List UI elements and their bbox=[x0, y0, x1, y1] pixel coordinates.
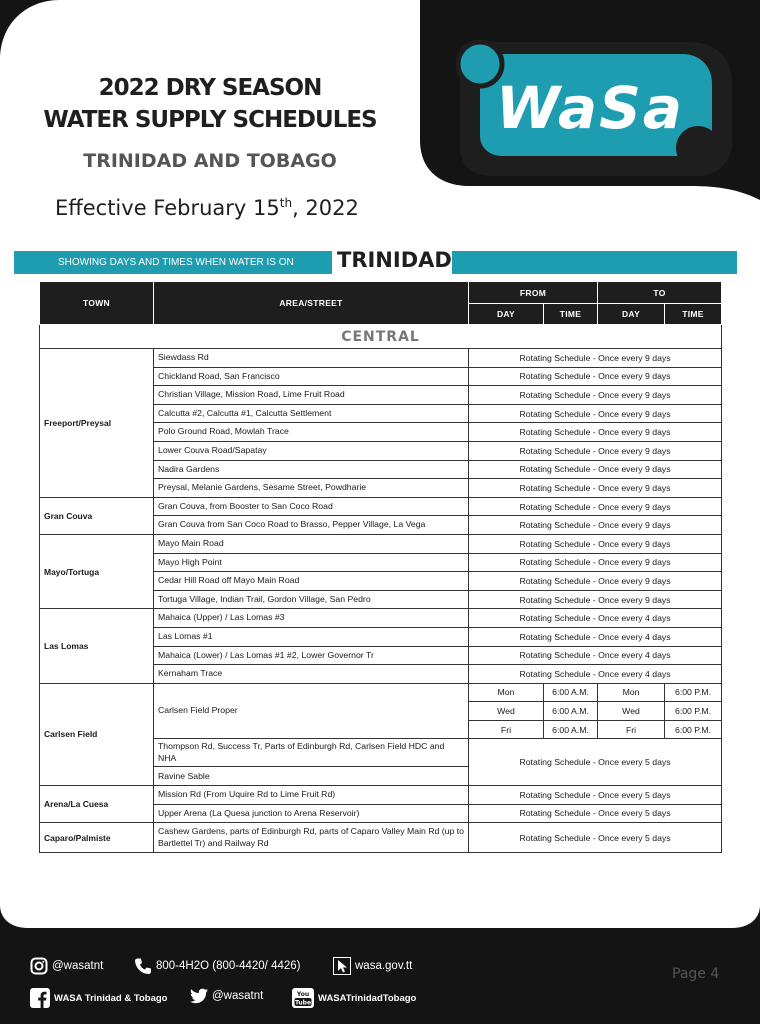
town-cell: Caparo/Palmiste bbox=[40, 823, 154, 853]
schedule-cell: Rotating Schedule - Once every 9 days bbox=[469, 441, 722, 460]
youtube-icon bbox=[292, 988, 314, 1008]
footer-phone[interactable] bbox=[134, 957, 301, 975]
cursor-icon bbox=[333, 957, 351, 975]
schedule-cell: Rotating Schedule - Once every 9 days bbox=[469, 404, 722, 423]
footer-twitter[interactable] bbox=[190, 988, 263, 1004]
schedule-cell: Rotating Schedule - Once every 9 days bbox=[469, 386, 722, 405]
area-cell: Mayo High Point bbox=[154, 553, 469, 572]
area-cell: Lower Couva Road/Sapatay bbox=[154, 441, 469, 460]
section-region-title: TRINIDAD bbox=[337, 248, 452, 272]
area-cell: Christian Village, Mission Road, Lime Fruit Road bbox=[154, 386, 469, 405]
area-cell: Upper Arena (La Quesa junction to Arena Reservoir) bbox=[154, 804, 469, 823]
schedule-cell: Rotating Schedule - Once every 9 days bbox=[469, 479, 722, 498]
schedule-cell: Rotating Schedule - Once every 4 days bbox=[469, 646, 722, 665]
schedule-cell: Rotating Schedule - Once every 5 days bbox=[469, 823, 722, 853]
town-cell: Arena/La Cuesa bbox=[40, 786, 154, 823]
header-town: TOWN bbox=[40, 282, 154, 325]
to-day-cell: Wed bbox=[598, 702, 665, 721]
area-cell: Thompson Rd, Success Tr, Parts of Edinburgh Rd, Carlsen Field HDC and NHA bbox=[154, 739, 469, 767]
town-cell: Freeport/Preysal bbox=[40, 349, 154, 498]
title-line-2: WATER SUPPLY SCHEDULES bbox=[43, 107, 377, 133]
footer bbox=[0, 928, 760, 1024]
footer-facebook[interactable] bbox=[30, 988, 167, 1008]
subtitle: TRINIDAD AND TOBAGO bbox=[83, 150, 337, 172]
section-bar bbox=[14, 250, 737, 274]
town-cell: Gran Couva bbox=[40, 497, 154, 534]
effective-date bbox=[55, 196, 359, 220]
from-day-cell: Mon bbox=[469, 683, 544, 702]
footer-phone-text: 800-4H2O (800-4420/ 4426) bbox=[156, 960, 301, 972]
instagram-icon bbox=[30, 957, 48, 975]
schedule-cell: Rotating Schedule - Once every 4 days bbox=[469, 609, 722, 628]
from-day-cell: Wed bbox=[469, 702, 544, 721]
schedule-table bbox=[39, 281, 722, 853]
section-bar-accent bbox=[452, 251, 737, 274]
to-day-cell: Fri bbox=[598, 720, 665, 739]
schedule-cell: Rotating Schedule - Once every 9 days bbox=[469, 367, 722, 386]
effective-suffix: , 2022 bbox=[292, 196, 359, 220]
area-cell: Kernaham Trace bbox=[154, 665, 469, 684]
page-number: Page 4 bbox=[672, 966, 720, 982]
area-cell: Mahaica (Upper) / Las Lomas #3 bbox=[154, 609, 469, 628]
footer-youtube[interactable] bbox=[292, 988, 416, 1008]
schedule-cell: Rotating Schedule - Once every 4 days bbox=[469, 627, 722, 646]
header-to-time: TIME bbox=[665, 304, 722, 325]
footer-website-text: wasa.gov.tt bbox=[355, 960, 413, 972]
from-time-cell: 6:00 A.M. bbox=[544, 683, 598, 702]
area-cell: Cedar Hill Road off Mayo Main Road bbox=[154, 572, 469, 591]
schedule-cell: Rotating Schedule - Once every 9 days bbox=[469, 423, 722, 442]
to-day-cell: Mon bbox=[598, 683, 665, 702]
schedule-cell: Rotating Schedule - Once every 9 days bbox=[469, 553, 722, 572]
footer-youtube-text: WASATrinidadTobago bbox=[318, 992, 417, 1004]
schedule-cell: Rotating Schedule - Once every 4 days bbox=[469, 665, 722, 684]
area-cell: Tortuga Village, Indian Trail, Gordon Village, San Pedro bbox=[154, 590, 469, 609]
schedule-cell: Rotating Schedule - Once every 9 days bbox=[469, 497, 722, 516]
area-cell: Cashew Gardens, parts of Edinburgh Rd, parts of Caparo Valley Main Rd (up to Bartlettel Tr) and Railway Rd bbox=[154, 823, 469, 853]
phone-icon bbox=[134, 957, 152, 975]
header-to: TO bbox=[598, 282, 722, 304]
area-cell: Ravine Sable bbox=[154, 767, 469, 786]
area-cell: Mayo Main Road bbox=[154, 534, 469, 553]
area-cell: Gran Couva, from Booster to San Coco Road bbox=[154, 497, 469, 516]
schedule-cell: Rotating Schedule - Once every 9 days bbox=[469, 590, 722, 609]
town-cell: Mayo/Tortuga bbox=[40, 534, 154, 608]
header-to-day: DAY bbox=[598, 304, 665, 325]
footer-instagram-text: @wasatnt bbox=[52, 960, 104, 972]
header-from-day: DAY bbox=[469, 304, 544, 325]
schedule-cell: Rotating Schedule - Once every 5 days bbox=[469, 739, 722, 786]
from-time-cell: 6:00 A.M. bbox=[544, 720, 598, 739]
schedule-cell: Rotating Schedule - Once every 9 days bbox=[469, 516, 722, 535]
schedule-cell: Rotating Schedule - Once every 9 days bbox=[469, 572, 722, 591]
area-cell: Preysal, Melanie Gardens, Sesame Street, Powdharie bbox=[154, 479, 469, 498]
area-cell: Polo Ground Road, Mowlah Trace bbox=[154, 423, 469, 442]
to-time-cell: 6:00 P.M. bbox=[665, 683, 722, 702]
schedule-cell: Rotating Schedule - Once every 5 days bbox=[469, 804, 722, 823]
svg-text:Tube: Tube bbox=[294, 999, 312, 1007]
schedule-cell: Rotating Schedule - Once every 9 days bbox=[469, 349, 722, 368]
area-cell: Siewdass Rd bbox=[154, 349, 469, 368]
schedule-cell: Rotating Schedule - Once every 9 days bbox=[469, 534, 722, 553]
area-cell: Gran Couva from San Coco Road to Brasso, Pepper Village, La Vega bbox=[154, 516, 469, 535]
footer-facebook-text: WASA Trinidad & Tobago bbox=[54, 992, 168, 1004]
header-from-time: TIME bbox=[544, 304, 598, 325]
facebook-icon bbox=[30, 988, 50, 1008]
footer-website[interactable] bbox=[333, 957, 412, 975]
footer-twitter-text: @wasatnt bbox=[212, 990, 264, 1002]
area-cell: Nadira Gardens bbox=[154, 460, 469, 479]
town-cell: Las Lomas bbox=[40, 609, 154, 683]
section-bar-caption: SHOWING DAYS AND TIMES WHEN WATER IS ON bbox=[14, 251, 332, 274]
area-cell: Carlsen Field Proper bbox=[154, 683, 469, 739]
svg-text:You: You bbox=[296, 991, 310, 998]
logo-text: WaSa bbox=[495, 74, 685, 142]
area-cell: Mahaica (Lower) / Las Lomas #1 #2, Lower Governor Tr bbox=[154, 646, 469, 665]
footer-instagram[interactable] bbox=[30, 957, 103, 975]
document-title bbox=[20, 72, 400, 136]
schedule-cell: Rotating Schedule - Once every 9 days bbox=[469, 460, 722, 479]
header-from: FROM bbox=[469, 282, 598, 304]
from-time-cell: 6:00 A.M. bbox=[544, 702, 598, 721]
area-cell: Chickland Road, San Francisco bbox=[154, 367, 469, 386]
title-line-1: 2022 DRY SEASON bbox=[98, 75, 322, 101]
wasa-logo bbox=[440, 30, 740, 180]
header-area: AREA/STREET bbox=[154, 282, 469, 325]
area-cell: Las Lomas #1 bbox=[154, 627, 469, 646]
region-central: CENTRAL bbox=[40, 325, 722, 349]
to-time-cell: 6:00 P.M. bbox=[665, 702, 722, 721]
area-cell: Calcutta #2, Calcutta #1, Calcutta Settlement bbox=[154, 404, 469, 423]
town-cell: Carlsen Field bbox=[40, 683, 154, 785]
effective-sup: th bbox=[279, 196, 293, 210]
schedule-cell: Rotating Schedule - Once every 5 days bbox=[469, 786, 722, 805]
twitter-icon bbox=[190, 988, 208, 1004]
effective-prefix: Effective February 15 bbox=[55, 196, 280, 220]
to-time-cell: 6:00 P.M. bbox=[665, 720, 722, 739]
area-cell: Mission Rd (From Uquire Rd to Lime Fruit Rd) bbox=[154, 786, 469, 805]
from-day-cell: Fri bbox=[469, 720, 544, 739]
